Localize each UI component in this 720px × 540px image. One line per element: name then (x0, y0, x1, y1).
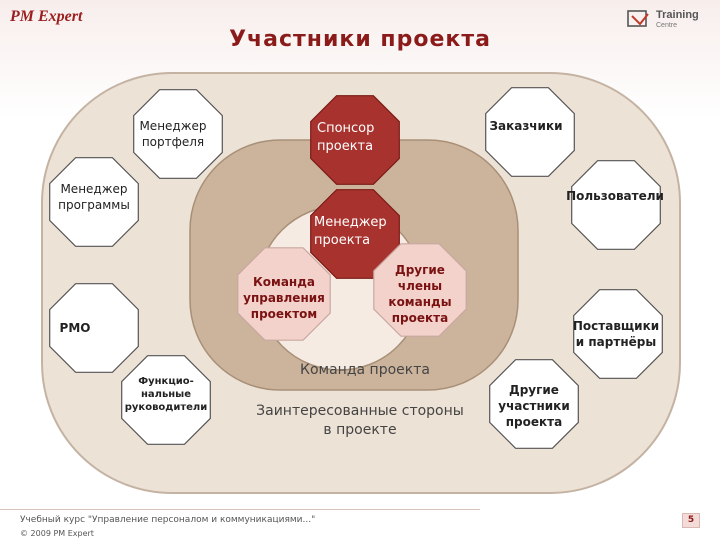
page-number: 5 (682, 513, 700, 528)
management-team-label: Команда управления проектом (243, 275, 325, 321)
other-participants-label: Другие участники проекта (498, 383, 570, 429)
footer-course: Учебный курс "Управление персоналом и коммуникациями..." (20, 515, 316, 525)
brand-subtitle: Centre (656, 22, 678, 29)
customers-label: Заказчики (489, 119, 563, 133)
program-manager-label: Менеджер программы (58, 182, 130, 212)
other-members-label: Другие члены команды проекта (388, 263, 452, 325)
brand-title: Training (656, 9, 699, 21)
manager-label: Менеджер проекта (314, 215, 387, 248)
users-octagon (572, 161, 661, 250)
page-title: Участники проекта (229, 27, 491, 52)
sponsor-label: Спонсор проекта (317, 121, 375, 154)
pmo-label: PMO (59, 321, 91, 335)
logo: PM Expert (10, 8, 83, 25)
portfolio-manager-label: Менеджер портфеля (139, 119, 207, 149)
footer-copyright: © 2009 PM Expert (20, 529, 94, 538)
project-team-label: Команда проекта (300, 362, 430, 378)
functional-managers-label: Функцио- нальные руководители (124, 376, 208, 413)
users-label: Пользователи (566, 189, 664, 203)
suppliers-label: Поставщики и партнёры (572, 319, 660, 349)
footer-divider (0, 509, 480, 510)
stakeholders-zone-label: Заинтересованные стороны в проекте (256, 403, 464, 438)
